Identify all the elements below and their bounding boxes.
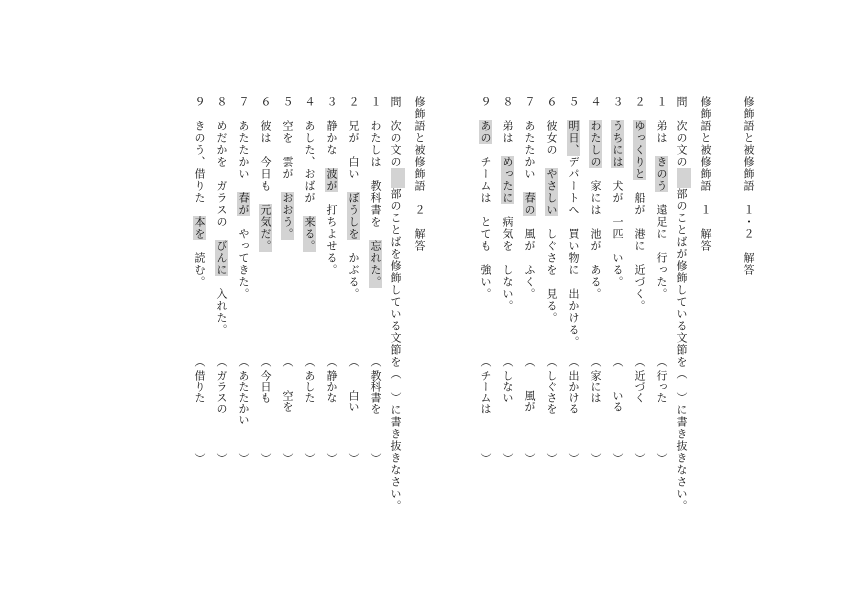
answer-text: 行った (655, 370, 668, 403)
item-number: ８ (215, 96, 228, 108)
q1-2-answer: （ 近づく ） (633, 356, 646, 464)
sentence-post: デパートへ 買い物に 出かける。 (567, 156, 580, 348)
item-number: ９ (479, 96, 492, 108)
sentence-pre: きのう、借りた (193, 120, 206, 216)
item-number: ４ (303, 96, 316, 108)
sentence-pre: 兄が 白い (347, 120, 360, 192)
sentence-pre: あたたかい (523, 120, 536, 192)
sentence-post: 犬が 一匹 いる。 (611, 168, 624, 288)
answer-text: 出かける (567, 370, 580, 414)
answer-text: 借りた (193, 370, 206, 403)
q2-5-answer: （ 空を ） (281, 356, 294, 464)
q2-7-answer: （ あたたかい ） (237, 356, 250, 464)
item-number: ２ (347, 96, 360, 108)
item-number: ９ (193, 96, 206, 108)
highlighted-phrase: 本を (193, 216, 206, 240)
instruction-suffix: 部のことばが修飾している文節を（ ）に書き抜きなさい。 (675, 188, 688, 512)
sentence-pre: 弟は (501, 120, 514, 156)
answer-text: いる (611, 390, 624, 412)
sentence-pre: 彼は 今日も (259, 120, 272, 204)
page-title: 修飾語と被修飾語 １・２ 解答 (742, 96, 755, 276)
section2-heading: 修飾語と被修飾語 ２ 解答 (413, 96, 426, 252)
sentence-pre: 静かな (325, 120, 338, 168)
q2-1-answer: （ 教科書を ） (369, 356, 382, 464)
underline-marker (677, 168, 691, 188)
sentence-post: 遠足に 行った。 (655, 192, 668, 300)
sentence-post: 病気を しない。 (501, 204, 514, 312)
item-number: ４ (589, 96, 602, 108)
q1-3-answer: （ いる ） (611, 356, 624, 464)
q1-8-answer: （ しない ） (501, 356, 514, 464)
highlighted-phrase: やさしい (545, 168, 558, 216)
sentence-pre: あした、おばが (303, 120, 316, 216)
q1-6-answer: （ しぐさを ） (545, 356, 558, 464)
answer-text: しない (501, 370, 514, 403)
answer-text: しぐさを (545, 370, 558, 414)
highlighted-phrase: わたしの (589, 120, 602, 168)
q2-6-answer: （ 今日も ） (259, 356, 272, 464)
highlighted-phrase: うちには (611, 120, 624, 168)
answer-text: 教科書を (369, 370, 382, 414)
highlighted-phrase: あの (479, 120, 492, 144)
open-paren: （ (655, 356, 668, 367)
answer-text: ガラスの (215, 370, 228, 414)
sentence-post: 船が 港に 近づく。 (633, 180, 646, 312)
item-number: ８ (501, 96, 514, 108)
sentence-post: チームは とても 強い。 (479, 144, 492, 300)
item-number: １ (369, 96, 382, 108)
sentence-pre: 空を 雲が (281, 120, 294, 192)
q2-9-answer: （ 借りた ） (193, 356, 206, 464)
item-number: ５ (567, 96, 580, 108)
sentence-post: 読む。 (193, 240, 206, 288)
highlighted-phrase: 春の (523, 192, 536, 216)
q2-3-answer: （ 静かな ） (325, 356, 338, 464)
answer-text: 近づく (633, 370, 646, 403)
sentence-post: かぶる。 (347, 240, 360, 300)
section1-heading: 修飾語と被修飾語 １ 解答 (699, 96, 712, 252)
answer-text: あたたかい (237, 370, 250, 425)
q1-4-answer: （ 家には ） (589, 356, 602, 464)
highlighted-phrase: ぼうしを (347, 192, 360, 240)
highlighted-phrase: 忘れた。 (369, 240, 382, 288)
sentence-post: 風が ふく。 (523, 216, 536, 300)
sentence-pre: めだかを ガラスの (215, 120, 228, 240)
q1-5-answer: （ 出かける ） (567, 356, 580, 464)
underline-marker (391, 168, 405, 188)
sentence-pre: わたしは 教科書を (369, 120, 382, 240)
answer-text: 白い (347, 390, 360, 412)
highlighted-phrase: きのう (655, 156, 668, 192)
sentence-post: 家には 池が ある。 (589, 168, 602, 300)
item-number: ７ (237, 96, 250, 108)
answer-text: 今日も (259, 370, 272, 403)
highlighted-phrase: 春が (237, 192, 250, 216)
answer-text: 風が (523, 390, 536, 412)
item-number: ６ (545, 96, 558, 108)
q1-9-answer: （ チームは ） (479, 356, 492, 464)
highlighted-phrase: 明日、 (567, 120, 580, 156)
instruction-prefix: 問 次の文の (675, 96, 688, 168)
item-number: ７ (523, 96, 536, 108)
sentence-pre: 彼女の (545, 120, 558, 168)
highlighted-phrase: おおう。 (281, 192, 294, 240)
highlighted-phrase: めったに (501, 156, 514, 204)
instruction-prefix: 問 次の文の (389, 96, 402, 168)
item-number: ３ (325, 96, 338, 108)
highlighted-phrase: 元気だ。 (259, 204, 272, 252)
answer-text: あした (303, 370, 316, 403)
q2-8-answer: （ ガラスの ） (215, 356, 228, 464)
sentence-post: 打ちよせる。 (325, 192, 338, 276)
item-number: １ (655, 96, 668, 108)
q2-2-answer: （ 白い ） (347, 356, 360, 464)
highlighted-phrase: びんに (215, 240, 228, 276)
sentence-pre: 弟は (655, 120, 668, 156)
section1-instruction (675, 96, 691, 516)
answer-text: 家には (589, 370, 602, 403)
highlighted-phrase: ゆっくりと (633, 120, 646, 180)
q1-7-answer: （ 風が ） (523, 356, 536, 464)
instruction-suffix: 部のことばを修飾している文節を（ ）に書き抜きなさい。 (389, 188, 402, 512)
q1-1-answer (653, 356, 669, 464)
answer-text: 空を (281, 390, 294, 412)
sentence-post: しぐさを 見る。 (545, 216, 558, 324)
close-paren: ） (655, 453, 668, 464)
item-number: ５ (281, 96, 294, 108)
answer-text: 静かな (325, 370, 338, 403)
sentence-post: 入れた。 (215, 276, 228, 336)
highlighted-phrase: 来る。 (303, 216, 316, 252)
item-number: ６ (259, 96, 272, 108)
sentence-pre: あたたかい (237, 120, 250, 192)
section2-instruction (389, 96, 405, 516)
answer-text: チームは (479, 370, 492, 414)
q2-4-answer: （ あした ） (303, 356, 316, 464)
highlighted-phrase: 波が (325, 168, 338, 192)
item-number: ３ (611, 96, 624, 108)
sentence-post: やってきた。 (237, 216, 250, 300)
item-number: ２ (633, 96, 646, 108)
